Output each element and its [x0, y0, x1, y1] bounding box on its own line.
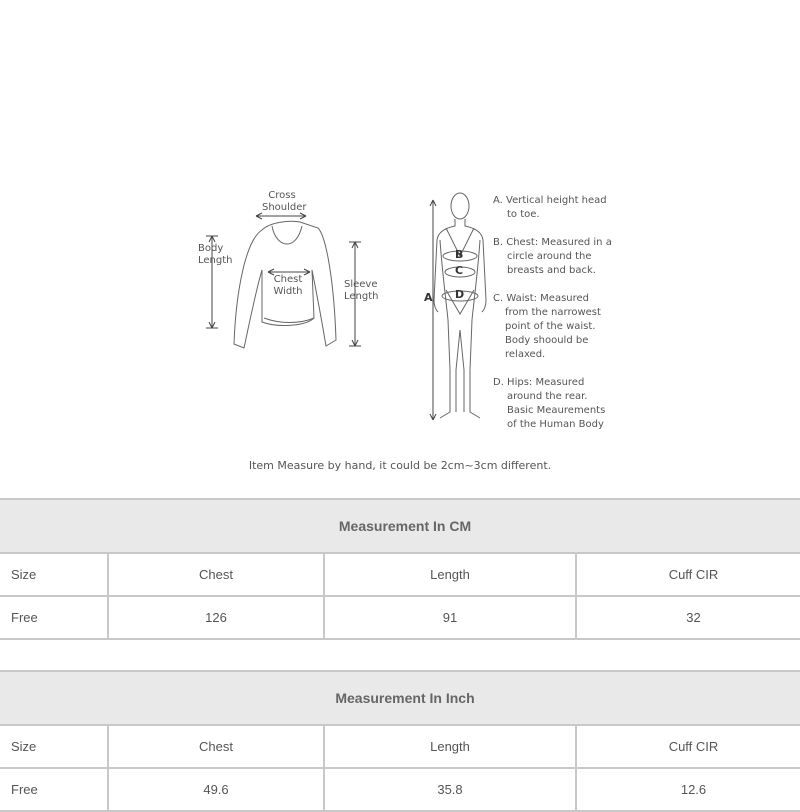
body-letter-a: A [424, 291, 433, 304]
body-length-label: Body Length [198, 243, 233, 266]
cell-chest: 49.6 [109, 769, 325, 812]
header-size: Size [0, 726, 109, 769]
body-letter-c: C [455, 264, 464, 277]
header-size: Size [0, 554, 109, 597]
chest-width-label: Chest Width [273, 274, 303, 297]
inch-size-table [0, 670, 800, 812]
cell-size: Free [0, 769, 109, 812]
table-row [0, 597, 800, 640]
cell-length: 91 [325, 597, 577, 640]
header-length: Length [325, 554, 577, 597]
cell-size: Free [0, 597, 109, 640]
cell-cuff-cir: 12.6 [577, 769, 800, 812]
measurement-note: Item Measure by hand, it could be 2cm~3cm different. [248, 459, 552, 472]
table-header-row [0, 554, 800, 597]
description-c: C. Waist: Measured from the narrowest point of the waist. Body shoould be relaxed. [493, 293, 601, 360]
human-body-illustration [430, 193, 486, 420]
header-cuff-cir: Cuff CIR [577, 554, 800, 597]
description-d: D. Hips: Measured around the rear. Basic Meaurements of the Human Body [493, 377, 606, 430]
cell-cuff-cir: 32 [577, 597, 800, 640]
cell-length: 35.8 [325, 769, 577, 812]
cross-shoulder-label: Cross Shoulder [262, 190, 307, 213]
table-header-row [0, 726, 800, 769]
header-chest: Chest [109, 554, 325, 597]
body-letter-d: D [455, 288, 465, 301]
cm-size-table [0, 498, 800, 640]
cell-chest: 126 [109, 597, 325, 640]
table-title: Measurement In CM [0, 498, 800, 554]
description-a: A. Vertical height head to toe. [493, 195, 607, 220]
table-title: Measurement In Inch [0, 670, 800, 726]
body-letter-b: B [455, 248, 464, 261]
table-row [0, 769, 800, 812]
header-cuff-cir: Cuff CIR [577, 726, 800, 769]
header-length: Length [325, 726, 577, 769]
description-b: B. Chest: Measured in a circle around the breasts and back. [493, 237, 612, 276]
sleeve-length-label: Sleeve Length [344, 279, 379, 302]
header-chest: Chest [109, 726, 325, 769]
